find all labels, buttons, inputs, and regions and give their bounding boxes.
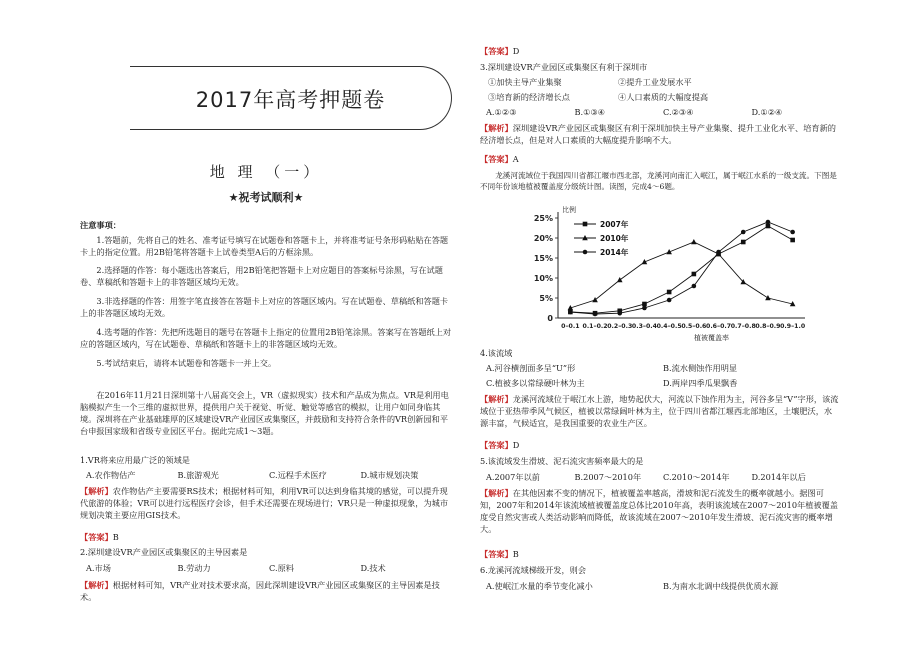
y-tick-label: 10%: [533, 274, 553, 283]
option-d: D.两岸四季瓜果飘香: [663, 378, 738, 388]
page-title: 2017年高考押题卷: [195, 88, 386, 112]
option-d: D.2014年以后: [751, 472, 806, 482]
x-tick-label: 0.6–0.7: [706, 323, 732, 330]
note-item: 3.非选择题的作答：用签字笔直接答在答题卡上对应的答题区域内。写在试题卷、草稿纸和答题卡上的非答题区域均无效。: [80, 296, 449, 318]
vegetation-chart: [520, 204, 820, 344]
y-tick-label: 5%: [539, 294, 553, 303]
legend-marker: [583, 222, 588, 227]
question-6-options: [480, 581, 840, 593]
analysis-text: 在其他因素不变的情况下，植被覆盖率越高，滑坡和泥石流发生的概率就越小。据图可知，2007年和2014年该流域植被覆盖度总体比2010年高，表明该流域在2007～2010年植被覆盖度受自然灾害或人类活动影响而降低，故该流域在2007～2010年发生滑坡、泥石流灾害的概率增大。: [480, 488, 838, 534]
y-axis-title: 比例: [562, 206, 576, 214]
option-d: D.①②④: [751, 107, 783, 117]
question-5-answer: [480, 549, 840, 561]
question-3-stem: 3.深圳建设VR产业园区或集聚区有利于深圳市: [480, 62, 648, 72]
option-b: B.流水侧蚀作用明显: [663, 363, 738, 373]
question-2-analysis: [80, 580, 452, 604]
data-point: [741, 240, 746, 245]
data-point: [568, 310, 573, 315]
answer-tag: 【答案】: [480, 46, 513, 56]
passage-2: 龙溪河流域位于我国四川省都江堰市西北部，龙溪河向南汇入岷江，属于岷江水系的一级支流。下图是不同年份该地植被覆盖度分级统计图。读图，完成4～6题。: [480, 171, 837, 191]
x-tick-label: 0.8–0.9: [755, 323, 781, 330]
option-b: B.劳动力: [177, 563, 211, 573]
question-2-answer: [480, 46, 840, 58]
x-tick-label: 0.2–0.3: [607, 323, 633, 330]
notes-heading: 注意事项：: [80, 220, 121, 230]
analysis-text: 农作物估产主要需要RS技术；根据材料可知，利用VR可以达到身临其境的感觉，可以提升现代旅游的体验；VR可以进行远程医疗会诊，但手术还需要在现场进行；VR只是一种虚拟现象，为城市规划决策主要应用GIS技术。: [80, 486, 449, 520]
option-a: A.河谷横剖面多呈“U”形: [486, 363, 576, 373]
option-a: A.使岷江水量的季节变化减小: [486, 581, 593, 591]
answer-value: A: [512, 154, 519, 164]
question-4-stem: 4.该流域: [480, 348, 513, 358]
analysis-tag: 【解析】: [80, 580, 113, 590]
data-point: [667, 290, 672, 295]
question-6-stem: 6.龙溪河流域梯级开发，则会: [480, 565, 587, 575]
option-a: A.市场: [86, 563, 111, 573]
answer-tag: 【答案】: [80, 532, 113, 542]
answer-value: B: [112, 532, 119, 542]
analysis-text: 深圳建设VR产业园区或集聚区有利于深圳加快主导产业集聚、提升工业化水平、培育新的经济增长点，但是对人口素质的大幅度提升影响不大。: [480, 123, 836, 145]
data-point: [765, 295, 771, 300]
analysis-text: 龙溪河流域位于岷江水上游，地势起伏大，河流以下蚀作用为主，河谷多呈“V”字形，该流域位于亚热带季风气候区，植被以常绿阔叶林为主，位于四川省都江堰西北部地区，土壤肥沃，水源丰富，气候适宜，是我国重要的农业生产区。: [480, 394, 839, 428]
option-a: A.农作物估产: [86, 470, 136, 480]
x-tick-label: 0.3–0.4: [631, 323, 657, 330]
answer-tag: 【答案】: [480, 154, 513, 164]
legend-label: 2010年: [600, 234, 629, 243]
x-axis-title: 植被覆盖率: [694, 334, 729, 342]
legend-label: 2014年: [600, 248, 629, 257]
x-tick-label: 0.1–0.2: [582, 323, 608, 330]
x-tick-label: 0–0.1: [561, 323, 580, 330]
question-5-stem: 5.该流域发生滑坡、泥石流灾害频率最大的是: [480, 456, 644, 466]
data-point: [593, 312, 598, 317]
option-c: C.原料: [269, 563, 294, 573]
x-tick-label: 0.9–1.0: [780, 323, 806, 330]
question-4-options-row1: [480, 363, 840, 375]
option-d: D.技术: [360, 563, 386, 573]
question-2-options: [80, 563, 452, 575]
option-a: A.2007年以前: [486, 472, 540, 482]
option-c: C.2010～2014年: [663, 472, 730, 482]
question-1-options: [80, 470, 452, 482]
legend-marker: [583, 250, 588, 255]
data-point: [790, 238, 795, 243]
question-1-analysis: [80, 486, 452, 522]
question-1-answer: [80, 532, 452, 544]
data-point: [617, 311, 622, 316]
x-tick-label: 0.4–0.5: [656, 323, 682, 330]
data-point: [766, 224, 771, 229]
data-point: [642, 306, 647, 311]
answer-tag: 【答案】: [480, 440, 513, 450]
data-point: [741, 230, 746, 235]
question-2-stem: 2.深圳建设VR产业园区或集聚区的主导因素是: [80, 547, 248, 557]
legend-label: 2007年: [600, 220, 629, 229]
item-4: ④人口素质的大幅度提高: [618, 92, 709, 102]
subject-title: 地 理 （一）: [209, 163, 323, 181]
item-2: ②提升工业发展水平: [618, 77, 692, 87]
data-point: [617, 277, 623, 282]
data-point: [691, 239, 697, 244]
analysis-tag: 【解析】: [480, 394, 513, 404]
question-5-options: [480, 472, 840, 484]
question-4-answer: [480, 440, 840, 452]
data-point: [692, 284, 697, 289]
y-tick-label: 20%: [533, 234, 553, 243]
question-4-options-row2: [480, 378, 840, 390]
option-d: D.城市规划决策: [360, 470, 419, 480]
note-item: 4.选考题的作答：先把所选题目的题号在答题卡上指定的位置用2B铅笔涂黑。答案写在答题纸上对应的答题区域内，写在试题卷、草稿纸和答题卡上的非答题区域均无效。: [80, 327, 452, 349]
data-point: [716, 250, 721, 255]
analysis-text: 根据材料可知，VR产业对技术要求高，因此深圳建设VR产业园区或集聚区的主导因素是技术。: [80, 580, 440, 602]
x-tick-label: 0.5–0.6: [681, 323, 707, 330]
question-5-analysis: [480, 488, 840, 536]
question-4-analysis: [480, 394, 840, 430]
answer-value: B: [512, 549, 519, 559]
option-b: B.2007～2010年: [574, 472, 642, 482]
option-b: B.①③④: [574, 107, 606, 117]
option-c: C.②③④: [663, 107, 694, 117]
question-3-answer: [480, 154, 840, 166]
question-3-analysis: [480, 123, 840, 147]
data-point: [667, 298, 672, 303]
y-tick-label: 15%: [533, 254, 553, 263]
note-item: 5.考试结束后，请将本试题卷和答题卡一并上交。: [96, 358, 277, 368]
answer-value: D: [512, 46, 520, 56]
option-c: C.远程手术医疗: [269, 470, 327, 480]
note-item: 1.答题前，先将自己的姓名、准考证号填写在试题卷和答题卡上，并将准考证号条形码粘贴在答题卡上的指定位置。用2B铅笔将答题卡上试卷类型A后的方框涂黑。: [80, 235, 449, 257]
item-1: ①加快主导产业集聚: [488, 77, 562, 87]
note-item: 2.选择题的作答：每小题选出答案后，用2B铅笔把答题卡上对应题目的答案标号涂黑，写在试题卷、草稿纸和答题卡上的非答题区域均无效。: [80, 265, 443, 287]
question-3-items-row1: [480, 77, 840, 89]
question-3-items-row2: [480, 92, 840, 104]
wish-line: ★祝考试顺利★: [228, 191, 304, 204]
y-tick-label: 25%: [533, 214, 553, 223]
data-point: [592, 297, 598, 302]
y-tick-label: 0: [547, 314, 553, 323]
data-point: [790, 230, 795, 235]
question-1-stem: 1.VR将来应用最广泛的领域是: [80, 455, 190, 465]
title-box: [130, 66, 452, 130]
data-point: [642, 302, 647, 307]
analysis-tag: 【解析】: [480, 488, 513, 498]
chart-svg: [520, 204, 820, 344]
data-point: [766, 220, 771, 225]
passage-1: 在2016年11月21日深圳第十八届高交会上，VR（虚拟现实）技术和产品成为焦点。VR是利用电脑模拟产生一个三维的虚拟世界，提供用户关于视觉、听觉、触觉等感官的模拟，让用户如同身临其境。深圳将在产业基础雄厚的区域建设VR产业园区或集聚区，并鼓励和支持符合条件的VR创新园和平台申报国家级和省级专业园区平台。据此完成1～3题。: [80, 390, 449, 436]
option-c: C.植被多以常绿硬叶林为主: [486, 378, 585, 388]
data-point: [692, 272, 697, 277]
item-3: ③培育新的经济增长点: [488, 92, 570, 102]
analysis-tag: 【解析】: [480, 123, 513, 133]
analysis-tag: 【解析】: [80, 486, 113, 496]
option-b: B.为南水北调中线提供优质水源: [663, 581, 779, 591]
answer-tag: 【答案】: [480, 549, 513, 559]
x-tick-label: 0.7–0.8: [730, 323, 756, 330]
answer-value: D: [512, 440, 520, 450]
question-3-options: [480, 107, 840, 119]
option-b: B.旅游观光: [177, 470, 219, 480]
option-a: A.①②③: [486, 107, 517, 117]
